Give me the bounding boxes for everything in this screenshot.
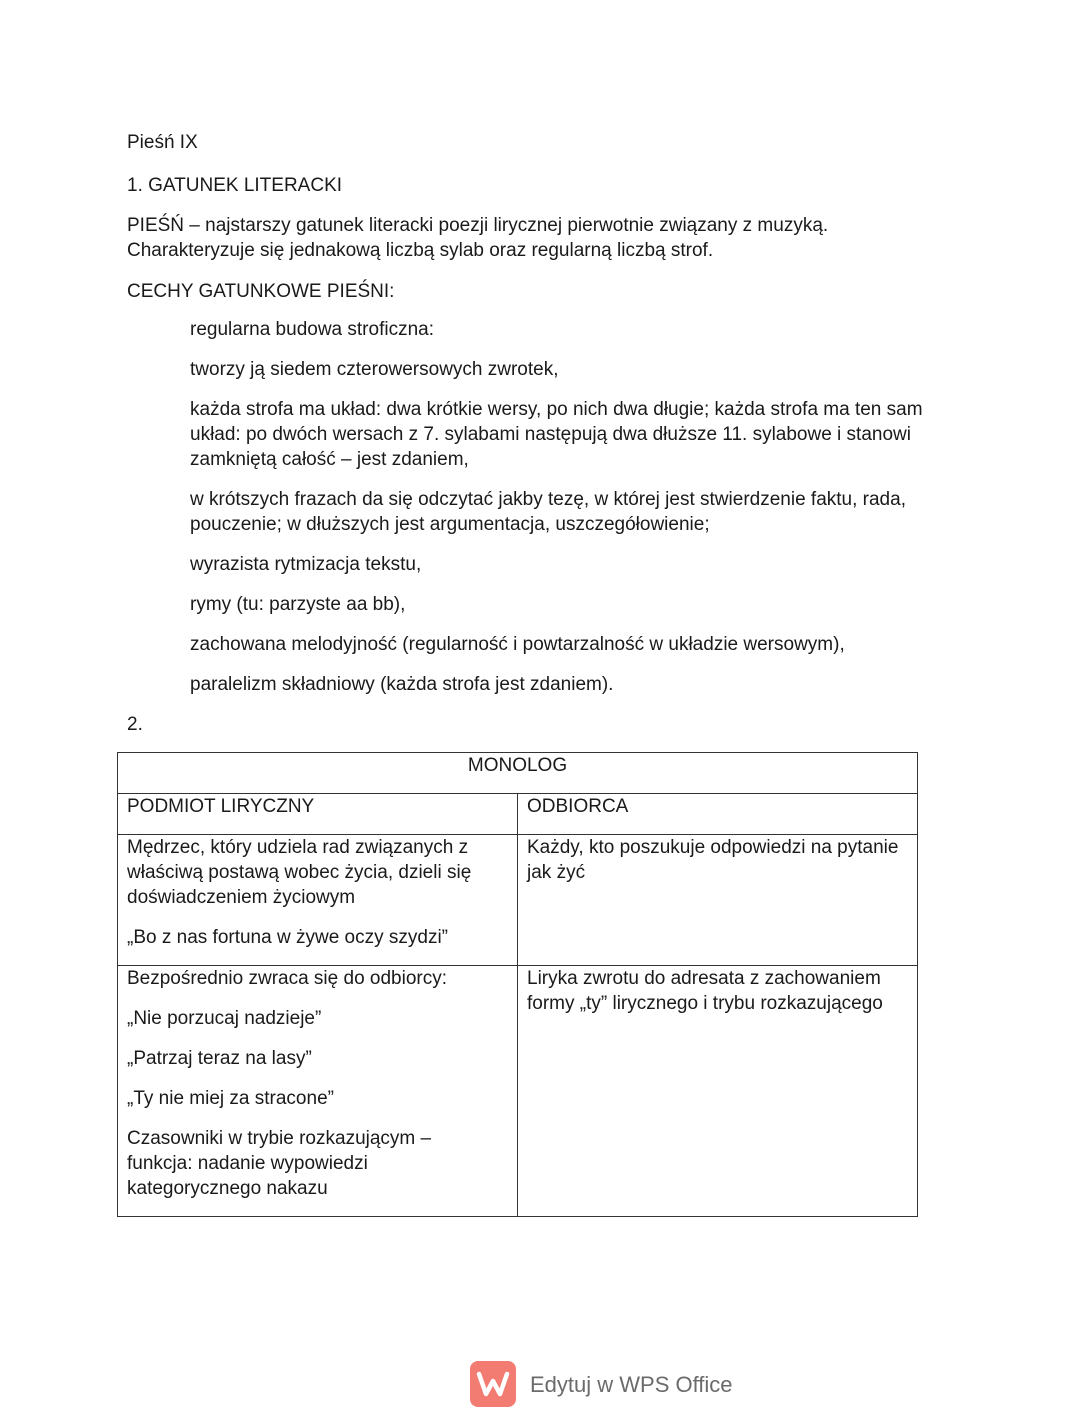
section-1-heading: 1. GATUNEK LITERACKI xyxy=(127,175,343,196)
wps-office-logo-icon xyxy=(470,1361,516,1407)
column-header-odbiorca: ODBIORCA xyxy=(518,794,918,835)
cell-text: Czasowniki w trybie rozkazującym – funkcja: nadanie wypowiedzi kategorycznego nakazu xyxy=(127,1128,432,1199)
cell-text: Liryka zwrotu do adresata z zachowaniem formy „ty” lirycznego i trybu rozkazującego xyxy=(527,968,883,1014)
table-row xyxy=(118,966,918,1217)
features-heading: CECHY GATUNKOWE PIEŚNI: xyxy=(127,281,395,302)
cell-quote: „Ty nie miej za stracone” xyxy=(127,1088,334,1109)
feature-item: zachowana melodyjność (regularność i powtarzalność w układzie wersowym), xyxy=(190,634,845,655)
edit-in-wps-button[interactable] xyxy=(470,1360,733,1397)
table-cell-right xyxy=(518,835,918,966)
feature-item: rymy (tu: parzyste aa bb), xyxy=(190,594,406,615)
definition-line-2: Charakteryzuje się jednakową liczbą sylab oraz regularną liczbą strof. xyxy=(127,240,714,261)
table-row xyxy=(118,835,918,966)
definition-line-1: PIEŚŃ – najstarszy gatunek literacki poezji lirycznej pierwotnie związany z muzyką. xyxy=(127,215,829,236)
edit-in-wps-label: Edytuj w WPS Office xyxy=(530,1371,733,1397)
feature-item-cont: zamkniętą całość – jest zdaniem, xyxy=(190,449,469,470)
column-header-podmiot: PODMIOT LIRYCZNY xyxy=(118,794,518,835)
monolog-table xyxy=(117,752,918,1217)
cell-text: Bezpośrednio zwraca się do odbiorcy: xyxy=(127,968,448,989)
table-cell-right xyxy=(518,966,918,1217)
feature-item: wyrazista rytmizacja tekstu, xyxy=(190,554,422,575)
feature-item: w krótszych frazach da się odczytać jakby tezę, w której jest stwierdzenie faktu, rada, xyxy=(190,489,906,510)
table-title: MONOLOG xyxy=(467,755,568,776)
feature-item: paralelizm składniowy (każda strofa jest zdaniem). xyxy=(190,674,614,695)
cell-quote: „Patrzaj teraz na lasy” xyxy=(127,1048,312,1069)
feature-item: każda strofa ma układ: dwa krótkie wersy, po nich dwa długie; każda strofa ma ten sam xyxy=(190,399,923,420)
feature-item: tworzy ją siedem czterowersowych zwrotek, xyxy=(190,359,559,380)
section-2-heading: 2. xyxy=(127,714,143,735)
feature-item-cont: układ: po dwóch wersach z 7. sylabami następują dwa dłuższe 11. sylabowe i stanowi xyxy=(190,424,911,445)
table-title-cell xyxy=(118,753,918,794)
table-cell-left xyxy=(118,966,518,1217)
cell-quote: „Bo z nas fortuna w żywe oczy szydzi” xyxy=(127,927,448,948)
cell-text: Każdy, kto poszukuje odpowiedzi na pytanie jak żyć xyxy=(527,837,899,883)
cell-quote: „Nie porzucaj nadzieje” xyxy=(127,1008,322,1029)
document-title: Pieśń IX xyxy=(127,132,198,153)
table-cell-left xyxy=(118,835,518,966)
feature-item: regularna budowa stroficzna: xyxy=(190,319,434,340)
feature-item-cont: pouczenie; w dłuższych jest argumentacja, uszczegółowienie; xyxy=(190,514,710,535)
cell-text: Mędrzec, który udziela rad związanych z właściwą postawą wobec życia, dzieli się doświadczeniem życiowym xyxy=(127,837,472,908)
